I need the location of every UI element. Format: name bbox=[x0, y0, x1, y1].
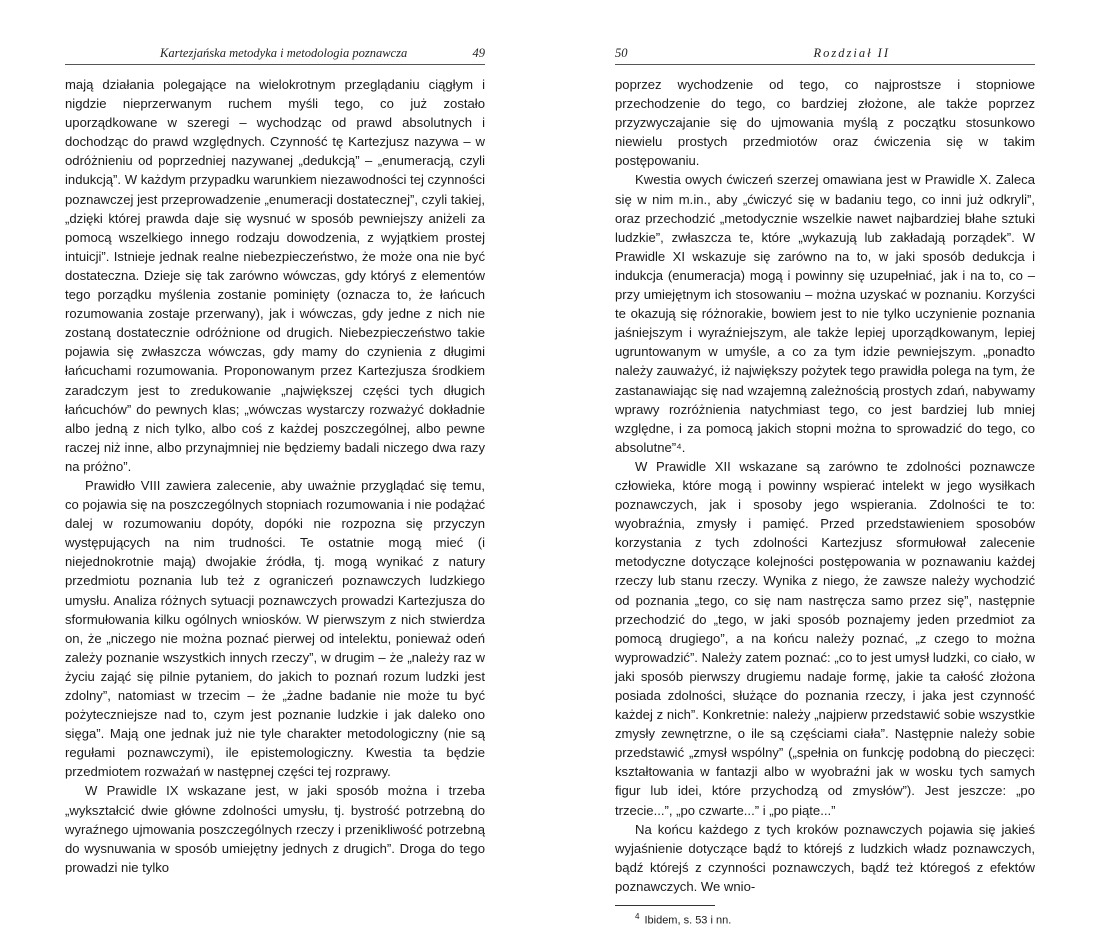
paragraph: W Prawidle XII wskazane są zarówno te zdolności poznawcze człowieka, które mogą i powinny wspierać intelekt w jego wysiłkach poznawczych, jak i sposoby jego wspierania. Zdolności te to: wyobraźnia, zmysły i pamięć. Przed przedstawieniem sposobów korzystania z tych zdolności Kartezjusz sformułował zalecenie metodyczne dotyczące kolejności postępowania w poznawaniu każdej rzeczy lub stanu rzeczy. Wynika z niego, że zawsze należy wychodzić od poznania „tego, co się nam nastręcza samo przez się”, następnie przechodzić do „tego, w jaki sposób poznajemy jeden przedmiot za pomocą drugiego”, a na końcu należy poznać, „z czego to można wyprowadzić”. Należy zatem poznać: „co to jest umysł ludzki, co ciało, w jaki sposób pierwszy drugiemu nadaje formę, jakie ta całość złożona posiada zdolności, służące do poznania rzeczy, i jaka jest czynność każdej z nich”. Konkretnie: należy „najpierw przedstawić sobie wszystkie zmysły zewnętrzne, o ile są częściami ciała”. Następnie należy sobie przedstawić „zmysł wspólny” („spełnia on funkcję podobną do pieczęci: kształtowania w fantazji albo w wyobraźni jak w wosku tych samych figur lub idei, które przychodzą od zmysłów”). Jest jeszcze: „po trzecie...”, „po czwarte...” i „po piąte...” bbox=[615, 458, 1035, 818]
right-page bbox=[615, 0, 1035, 929]
body-text bbox=[615, 75, 1035, 896]
running-header-title: Kartezjańska metodyka i metodologia poznawcza bbox=[160, 46, 408, 60]
left-page bbox=[65, 0, 485, 877]
paragraph: Na końcu każdego z tych kroków poznawczych pojawia się jakieś wyjaśnienie dotyczące bądź to którejś z ludzkich władz poznawczych, bądź którejś z czynności poznawczych, bądź też któregoś z efektów poznawczych. We wnio- bbox=[615, 821, 1035, 894]
running-header bbox=[65, 46, 485, 65]
page-number: 49 bbox=[472, 46, 485, 60]
page-number: 50 bbox=[615, 46, 628, 60]
paragraph: W Prawidle IX wskazane jest, w jaki sposób można i trzeba „wykształcić dwie główne zdolności umysłu, tj. bystrość potrzebną do wyraźnego ujmowania poszczególnych rzeczy i przenikliwość potrzebną do wysnuwania w sposób umiejętny jednych z drugich”. Droga do tego prowadzi nie tylko bbox=[65, 783, 485, 875]
footnote bbox=[615, 909, 1035, 929]
paragraph: poprzez wychodzenie od tego, co najprostsze i stopniowe przechodzenie do tego, co bardziej złożone, ale także poprzez przyzwyczajanie się do ujmowania myślą z początku stosunkowo niewielu prostych przedmiotów oraz ćwiczenia się w takim postępowaniu. bbox=[615, 77, 1035, 169]
body-text bbox=[65, 75, 485, 877]
footnote-text: Ibidem, s. 53 i nn. bbox=[644, 914, 732, 927]
paragraph: Prawidło VIII zawiera zalecenie, aby uważnie przyglądać się temu, co pojawia się na poszczególnych stopniach rozumowania i nie podążać dalej w rozumowaniu dopóty, dopóki nie rozpozna się przyczyn występujących na nim trudności. Te ostatnie mogą mieć (i niejednokrotnie mają) dwojakie źródła, tj. mogą wynikać z natury przedmiotu poznania lub też z ograniczeń poznawczych ludzkiego umysłu. Analiza różnych sytuacji poznawczych prowadzi Kartezjusza do sformułowania kilku ogólnych wniosków. W pierwszym z nich stwierdza on, że „niczego nie można poznać pierwej od intelektu, ponieważ odeń zależy poznanie wszystkich innych rzeczy”, w drugim – że „należy raz w życiu zająć się pilnie pytaniem, do jakich to poznań rozum ludzki jest zdolny”, natomiast w trzecim – że „żadne badanie nie może tu być pożyteczniejsze nad to, czym jest poznanie ludzkie i jak daleko ono sięga”. Mają one jednak już nie tyle charakter metodologiczny (nie są regułami poznawczymi), ile epistemologiczny. Kwestia ta będzie przedmiotem rozważań w następnej części tej rozprawy. bbox=[65, 477, 485, 780]
running-header bbox=[615, 46, 1035, 65]
paragraph: Kwestia owych ćwiczeń szerzej omawiana jest w Prawidle X. Zaleca się w nim m.in., aby „ćwiczyć się w badaniu tego, co inni już odkryli”, oraz przechodzić „metodycznie wszelkie nawet najbardziej błahe sztuki ludzkie”, zwłaszcza te, które „wykazują lub zakładają porządek”. W Prawidle XI wskazuje się zarówno na to, w jaki sposób dedukcja i indukcja (enumeracja) mogą i powinny się uzupełniać, jak i na to, co – przy umiejętnym ich stosowaniu – można uzyskać w poznaniu. Korzyści te okazują się różnorakie, bowiem jest to nie tylko uczynienie poznania jaśniejszym i wyraźniejszym, ale także lepiej uporządkowanym, lepiej ugruntowanym w umyśle, a co za tym idzie pewniejszym. „ponadto należy zauważyć, iż największy pożytek tego prawidła polega na tym, że zastanawiając się nad wzajemną zależnością prostych zdań, nabywamy wprawy rozróżnienia natychmiast tego, co jest bardziej lub mniej względne, i za pomocą jakich stopni można to sprowadzić do tego, co absolutne”⁴. bbox=[615, 172, 1035, 455]
paragraph: mają działania polegające na wielokrotnym przeglądaniu ciągłym i nigdzie nieprzerwanym ruchem myśli tego, co już zostało uporządkowane w szeregi – wychodząc od prawd absolutnych i dochodząc do prawd względnych. Czynność tę Kartezjusz nazywa – w odróżnieniu od poprzedniej nazywanej „dedukcją” – „enumeracją, czyli indukcją”. W każdym przypadku warunkiem niezawodności tej czynności poznawczej jest przeprowadzenie „enumeracji dostatecznej”, czyli takiej, „dzięki której prawda daje się wysnuć w sposób pewniejszy aniżeli za pomocą wszelkiego innego rodzaju dowodzenia, z wyjątkiem prostej intuicji”. Istnieje jednak realne niebezpieczeństwo, że może ona nie być dostateczna. Dzieje się tak zarówno wówczas, gdy któryś z elementów tego porządku myślenia zostanie pominięty (oznacza to, że łańcuch rozumowania zostaje przerwany), jak i wówczas, gdy jedne z nich nie zostaną dostatecznie odróżnione od drugich. Niebezpieczeństwo takie pojawia się zwłaszcza wówczas, gdy mamy do czynienia z długimi łańcuchami rozumowania. Proponowanym przez Kartezjusza środkiem zaradczym jest to zredukowanie „największej części tych długich łańcuchów” do pewnych klas; „wówczas wystarczy rozważyć dokładnie albo jedną z nich tylko, albo coś z każdej poszczególnej, albo pewne raczej niż inne, albo przynajmniej nie będziemy badali niczego dwa razy na próżno”. bbox=[65, 77, 485, 474]
footnote-divider bbox=[615, 905, 715, 906]
footnote-marker: 4 bbox=[635, 912, 640, 922]
running-header-title: Rozdział II bbox=[813, 46, 890, 60]
